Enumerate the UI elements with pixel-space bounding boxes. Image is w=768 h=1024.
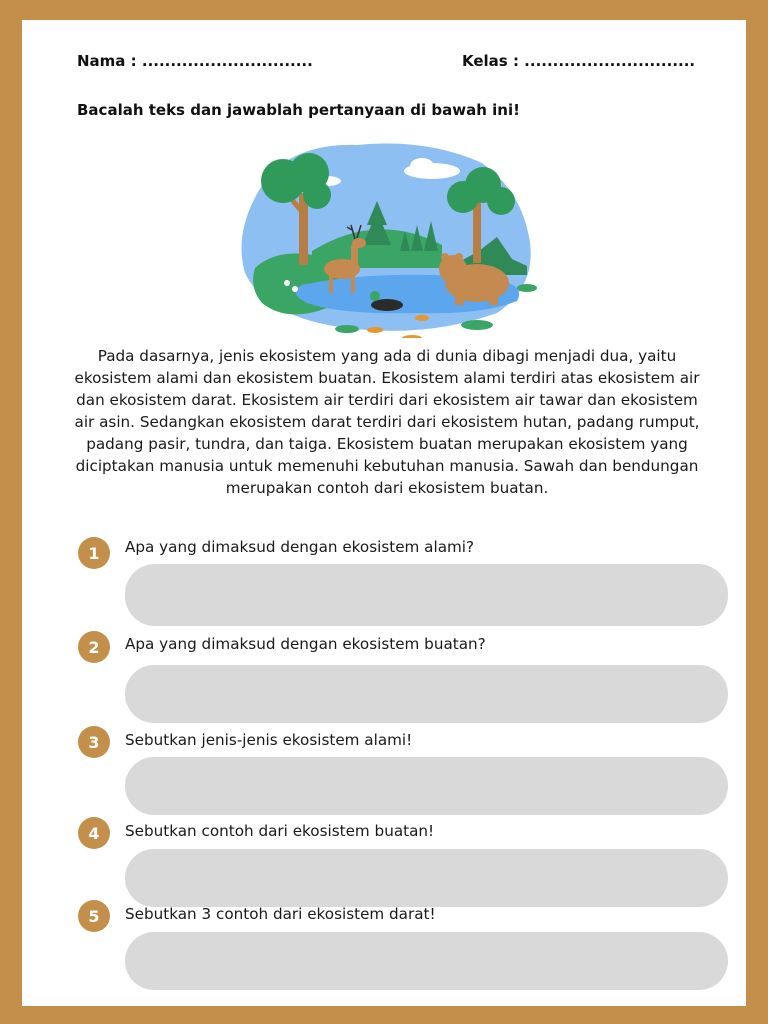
question-number-badge: 2 [78, 631, 110, 663]
question-number-badge: 4 [78, 817, 110, 849]
question-text: Apa yang dimaksud dengan ekosistem alami? [125, 538, 475, 556]
question-text: Apa yang dimaksud dengan ekosistem buatan? [125, 635, 486, 653]
question-number-badge: 5 [78, 900, 110, 932]
question-text: Sebutkan 3 contoh dari ekosistem darat! [125, 905, 436, 923]
question-number-badge: 1 [78, 537, 110, 569]
answer-box[interactable] [125, 932, 728, 990]
answer-box[interactable] [125, 564, 728, 626]
reading-passage: Pada dasarnya, jenis ekosistem yang ada di dunia dibagi menjadi dua, yaitu ekosistem alami dan ekosistem buatan. Ekosistem alami terdiri atas ekosistem air dan ekosistem darat. Ekosistem air terdiri dari ekosistem air tawar dan ekosistem air asin. Sedangkan ekosistem darat terdiri dari ekosistem hutan, padang rumput, padang pasir, tundra, dan taiga. Ekosistem buatan merupakan ekosistem yang diciptakan manusia untuk memenuhi kebutuhan manusia. Sawah dan bendungan merupakan contoh dari ekosistem buatan. [74, 347, 700, 497]
name-field-label: Nama : .............................. [77, 52, 313, 70]
worksheet-page [22, 20, 746, 1006]
ecosystem-illustration [227, 133, 547, 338]
answer-box[interactable] [125, 757, 728, 815]
class-field-label: Kelas : .............................. [462, 52, 696, 70]
question-text: Sebutkan jenis-jenis ekosistem alami! [125, 731, 413, 749]
question-text: Sebutkan contoh dari ekosistem buatan! [125, 822, 435, 840]
question-number-badge: 3 [78, 726, 110, 758]
instruction-text: Bacalah teks dan jawablah pertanyaan di bawah ini! [77, 101, 520, 119]
answer-box[interactable] [125, 849, 728, 907]
answer-box[interactable] [125, 665, 728, 723]
